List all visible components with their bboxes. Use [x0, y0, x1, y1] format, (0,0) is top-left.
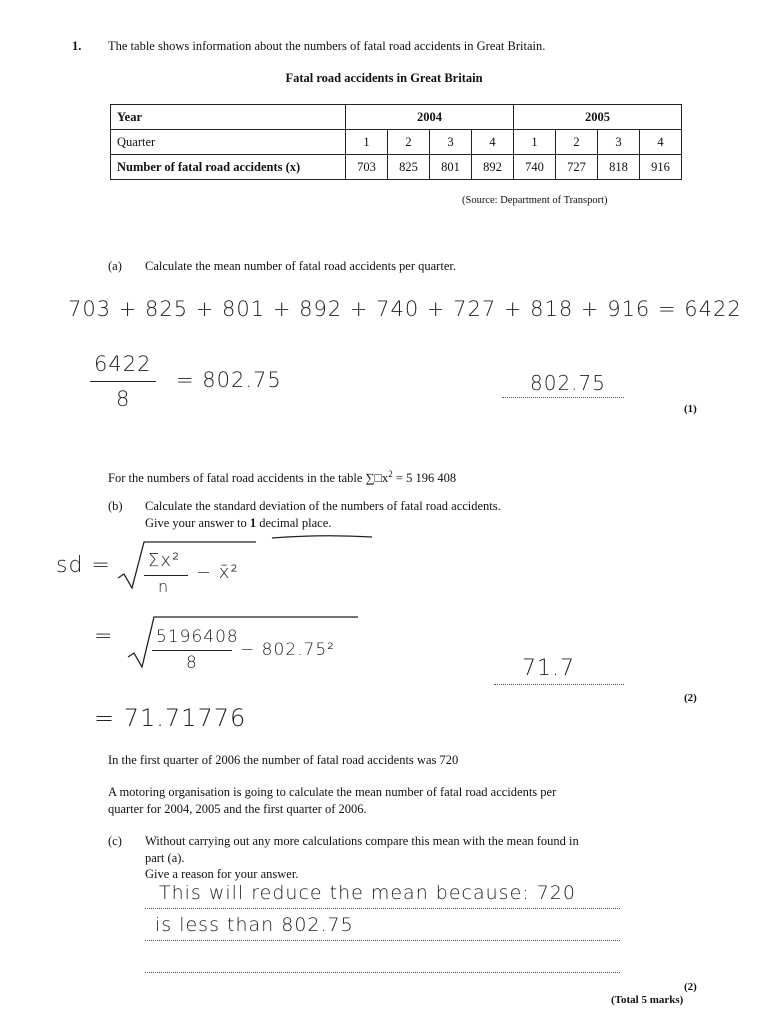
formula2-equals: = [94, 624, 114, 649]
part-c-question-line2: part (a). [145, 851, 185, 865]
sum-value: = 5 196 408 [392, 471, 457, 486]
quarter-cell: 1 [514, 130, 556, 155]
part-c-answer-line2: is less than 802.75 [155, 914, 354, 936]
quarter-cell: 3 [598, 130, 640, 155]
part-b-marks: (2) [684, 692, 697, 704]
question-number: 1. [72, 39, 82, 53]
table-row [111, 130, 682, 155]
fraction-bar [90, 381, 156, 382]
info-organisation-line1: A motoring organisation is going to calculate the mean number of fatal road accidents per [108, 785, 557, 799]
part-a-working-result: = 802.75 [176, 368, 282, 392]
part-c-answer-line-1 [145, 884, 620, 909]
part-c-marks: (2) [684, 981, 697, 993]
fraction-bar [144, 575, 188, 576]
formula1-denominator: n [158, 577, 170, 596]
year-2005: 2005 [514, 105, 682, 130]
sum-statement [108, 466, 456, 486]
accidents-cell: 740 [514, 155, 556, 180]
part-b-question-line2 [145, 515, 331, 531]
formula1-numerator: Σx² [148, 550, 181, 571]
accidents-cell: 825 [388, 155, 430, 180]
part-c-label: (c) [108, 834, 122, 848]
quarter-cell: 4 [472, 130, 514, 155]
part-b-answer-line [494, 656, 624, 685]
part-a-label: (a) [108, 259, 122, 273]
part-a-working-sum: 703 + 825 + 801 + 892 + 740 + 727 + 818 + 916 = 6422 [68, 297, 742, 321]
sd-label: sd = [56, 553, 111, 578]
part-a-question: Calculate the mean number of fatal road accidents per quarter. [145, 259, 456, 273]
row-label-quarter: Quarter [111, 130, 346, 155]
formula2-minus-term: − 802.75² [240, 640, 335, 660]
part-b-line2-suffix: decimal place. [256, 516, 332, 530]
part-a-fraction-denominator: 8 [116, 387, 131, 411]
part-c-answer-line-2 [145, 916, 620, 941]
accidents-cell: 801 [430, 155, 472, 180]
part-a-marks: (1) [684, 403, 697, 415]
total-marks: (Total 5 marks) [611, 994, 684, 1006]
part-c-question-line1: Without carrying out any more calculations compare this mean with the mean found in [145, 834, 579, 848]
quarter-cell: 4 [640, 130, 682, 155]
formula2-numerator: 5196408 [156, 627, 239, 647]
info-2006: In the first quarter of 2006 the number of fatal road accidents was 720 [108, 753, 459, 767]
formula2-denominator: 8 [186, 653, 198, 673]
row-label-year: Year [111, 105, 346, 130]
accidents-cell: 703 [346, 155, 388, 180]
sum-power: 2 [388, 469, 393, 479]
part-b-question-line1: Calculate the standard deviation of the numbers of fatal road accidents. [145, 499, 501, 513]
quarter-cell: 1 [346, 130, 388, 155]
accidents-cell: 818 [598, 155, 640, 180]
underline-stroke [272, 533, 372, 541]
info-organisation-line2: quarter for 2004, 2005 and the first quarter of 2006. [108, 802, 367, 816]
table-source: (Source: Department of Transport) [462, 195, 608, 206]
sum-prefix: For the numbers of fatal road accidents in the table [108, 471, 366, 486]
part-a-fraction-numerator: 6422 [94, 352, 152, 376]
sum-symbol: ∑□x [365, 471, 389, 486]
part-c-answer-line1: This will reduce the mean because: 720 [159, 882, 576, 904]
part-b-line2-bold: 1 [249, 516, 257, 530]
year-2004: 2004 [346, 105, 514, 130]
question-intro: The table shows information about the numbers of fatal road accidents in Great Britain. [108, 39, 546, 53]
accidents-cell: 727 [556, 155, 598, 180]
formula1-minus-mean-squared: − x̄² [196, 562, 239, 583]
accidents-cell: 892 [472, 155, 514, 180]
part-b-answer: 71.7 [522, 656, 575, 681]
table-row [111, 155, 682, 180]
part-c-answer-line-3 [145, 948, 620, 973]
table-title: Fatal road accidents in Great Britain [285, 71, 483, 85]
fraction-bar [152, 650, 232, 651]
part-a-answer: 802.75 [530, 371, 606, 395]
part-b-result: = 71.71776 [94, 704, 247, 732]
quarter-cell: 3 [430, 130, 472, 155]
part-a-answer-line [502, 371, 624, 398]
quarter-cell: 2 [556, 130, 598, 155]
accidents-table [110, 104, 682, 180]
part-b-label: (b) [108, 499, 123, 513]
quarter-cell: 2 [388, 130, 430, 155]
part-b-line2-prefix: Give your answer to [145, 516, 250, 530]
row-label-accidents: Number of fatal road accidents (x) [111, 155, 346, 180]
part-c-question-line3: Give a reason for your answer. [145, 867, 299, 881]
table-row [111, 105, 682, 130]
accidents-cell: 916 [640, 155, 682, 180]
